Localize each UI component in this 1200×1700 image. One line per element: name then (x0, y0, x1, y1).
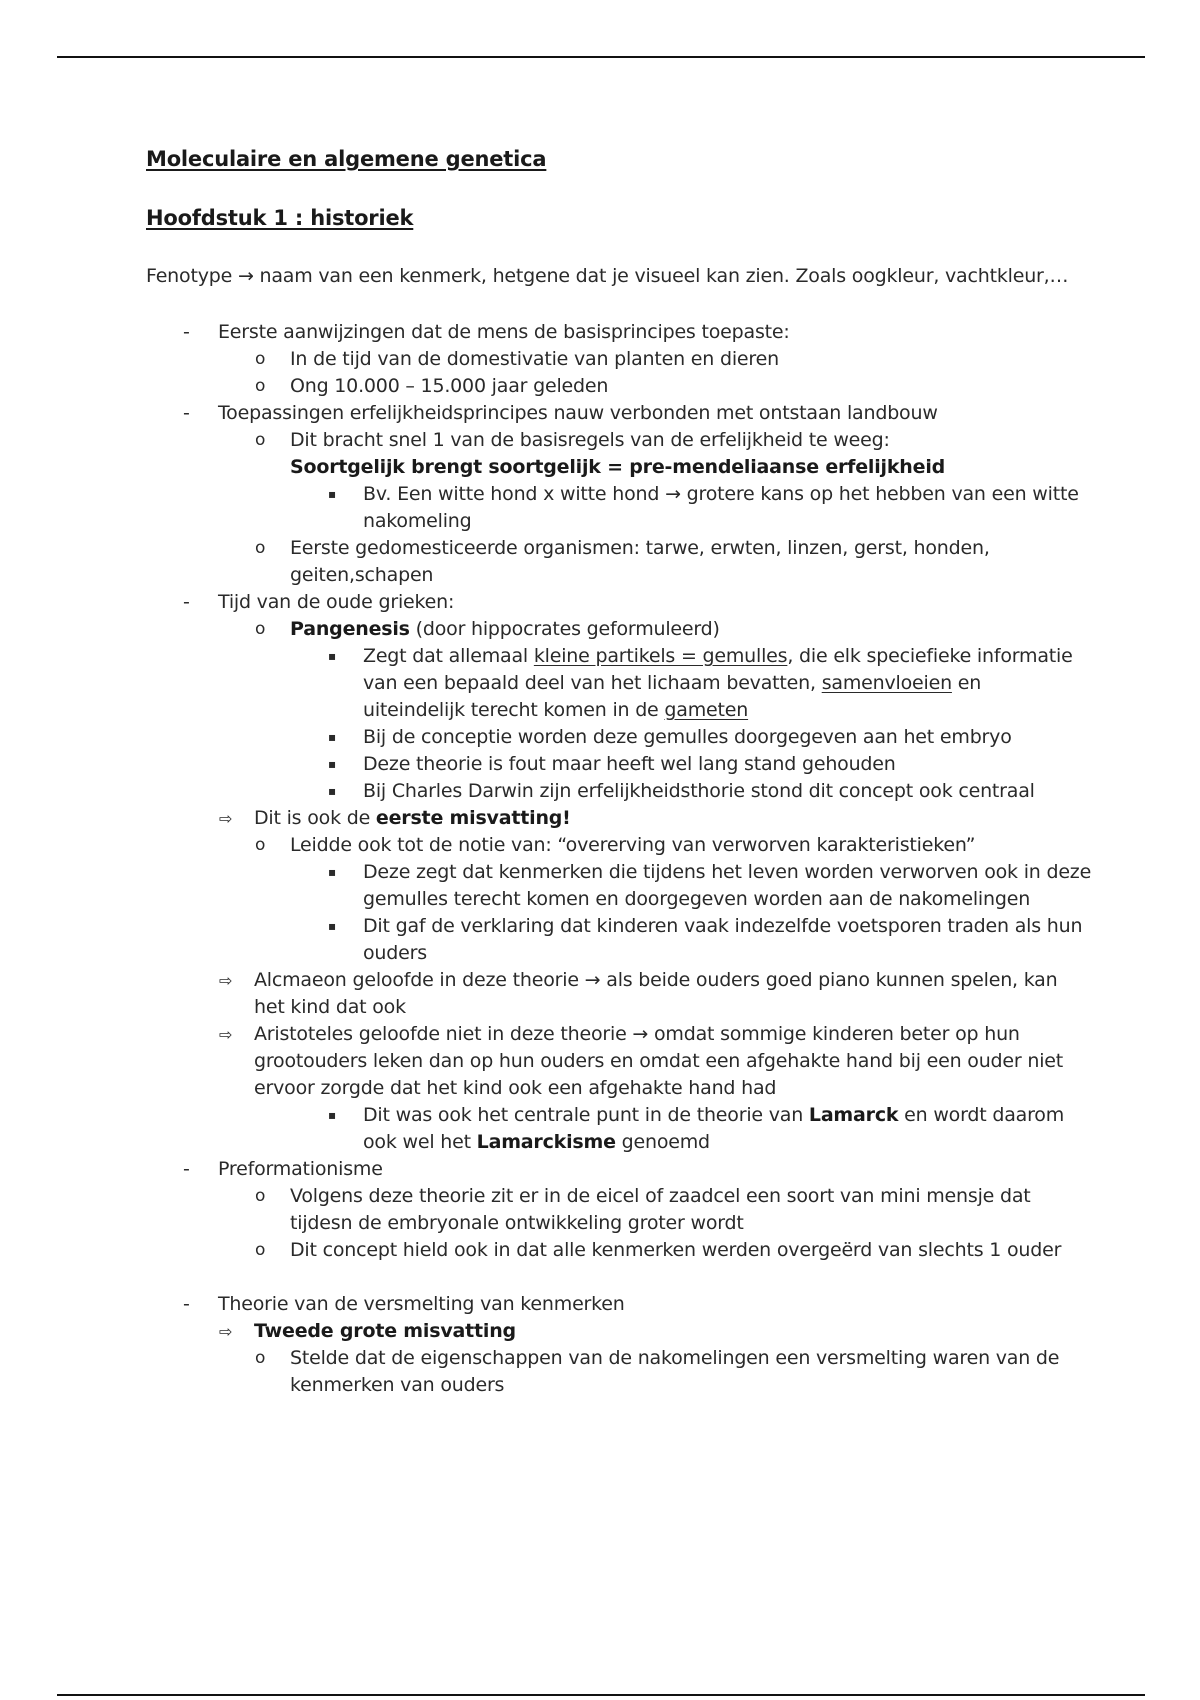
circle-bullet: o (255, 349, 266, 369)
dash-bullet: - (183, 321, 190, 343)
aristoteles-line-cont: ervoor zorgde dat het kind ook een afgehakte hand had (254, 1077, 777, 1099)
document-title: Moleculaire en algemene genetica (146, 147, 547, 171)
section-3-heading: Tijd van de oude grieken: (218, 591, 455, 613)
circle-bullet: o (255, 619, 266, 639)
pangenesis-point-1-cont: uiteindelijk terecht komen in de gameten (363, 699, 749, 721)
section-2-sub-2: Eerste gedomesticeerde organismen: tarwe, erwten, linzen, gerst, honden, (290, 537, 990, 559)
section-2-heading: Toepassingen erfelijkheidsprincipes nauw verbonden met ontstaan landbouw (218, 402, 938, 424)
pangenesis-point-3: Deze theorie is fout maar heeft wel lang stand gehouden (363, 753, 896, 775)
intro-paragraph (146, 263, 1068, 290)
lamarck-line: Dit was ook het centrale punt in de theorie van Lamarck en wordt daarom (363, 1104, 1065, 1126)
pangenesis-point-1-cont: van een bepaald deel van het lichaam bevatten, samenvloeien en (363, 672, 982, 694)
dash-bullet: - (183, 402, 190, 424)
section-2-example: Bv. Een witte hond x witte hond → grotere kans op het hebben van een witte (363, 483, 1079, 505)
arrow-icon: → (632, 1023, 649, 1045)
arrow-icon: → (237, 265, 254, 287)
first-misconception: Dit is ook de eerste misvatting! (254, 807, 571, 829)
square-bullet: ▪ (328, 1108, 337, 1122)
alcmaeon-line: Alcmaeon geloofde in deze theorie → als beide ouders goed piano kunnen spelen, kan (254, 969, 1058, 991)
bottom-rule (57, 1694, 1145, 1696)
intro-term: Fenotype (146, 265, 233, 287)
square-bullet: ▪ (328, 919, 337, 933)
dash-bullet: - (183, 1158, 190, 1180)
section-4-sub-1-cont: tijdesn de embryonale ontwikkeling groter wordt (290, 1212, 744, 1234)
section-4-sub-2: Dit concept hield ook in dat alle kenmerken werden overgeërd van slechts 1 ouder (290, 1239, 1062, 1261)
section-2-sub-1-bold: Soortgelijk brengt soortgelijk = pre-mendeliaanse erfelijkheid (290, 456, 946, 478)
section-5-heading: Theorie van de versmelting van kenmerken (218, 1293, 625, 1315)
section-4-sub-1: Volgens deze theorie zit er in de eicel of zaadcel een soort van mini mensje dat (290, 1185, 1031, 1207)
section-5-sub-1-cont: kenmerken van ouders (290, 1374, 505, 1396)
square-bullet: ▪ (328, 784, 337, 798)
arrow-icon: → (665, 483, 681, 505)
intro-text: naam van een kenmerk, hetgene dat je visueel kan zien. Zoals oogkleur, vachtkleur,… (259, 265, 1069, 287)
arrow-bullet-icon: ⇨ (219, 1322, 233, 1341)
notion-line: Leidde ook tot de notie van: “overerving van verworven karakteristieken” (290, 834, 976, 856)
section-1-sub-1: In de tijd van de domestivatie van planten en dieren (290, 348, 779, 370)
square-bullet: ▪ (328, 487, 337, 501)
lamarck-line-cont: ook wel het Lamarckisme genoemd (363, 1131, 710, 1153)
section-2-sub-2-cont: geiten,schapen (290, 564, 434, 586)
dash-bullet: - (183, 591, 190, 613)
arrow-bullet-icon: ⇨ (219, 971, 233, 990)
section-5-sub-1: Stelde dat de eigenschappen van de nakomelingen een versmelting waren van de (290, 1347, 1060, 1369)
pangenesis-point-4: Bij Charles Darwin zijn erfelijkheidsthorie stond dit concept ook centraal (363, 780, 1035, 802)
notion-point-1-cont: gemulles terecht komen en doorgegeven worden aan de nakomelingen (363, 888, 1031, 910)
notion-point-1: Deze zegt dat kenmerken die tijdens het leven worden verworven ook in deze (363, 861, 1092, 883)
pangenesis-line: Pangenesis (door hippocrates geformuleerd) (290, 618, 720, 640)
square-bullet: ▪ (328, 649, 337, 663)
arrow-bullet-icon: ⇨ (219, 809, 233, 828)
circle-bullet: o (255, 1240, 266, 1260)
circle-bullet: o (255, 1186, 266, 1206)
square-bullet: ▪ (328, 757, 337, 771)
circle-bullet: o (255, 376, 266, 396)
dash-bullet: - (183, 1293, 190, 1315)
section-1-sub-2: Ong 10.000 – 15.000 jaar geleden (290, 375, 609, 397)
section-2-sub-1: Dit bracht snel 1 van de basisregels van de erfelijkheid te weeg: (290, 429, 890, 451)
circle-bullet: o (255, 835, 266, 855)
pangenesis-point-2: Bij de conceptie worden deze gemulles doorgegeven aan het embryo (363, 726, 1012, 748)
pangenesis-point-1: Zegt dat allemaal kleine partikels = gemulles, die elk speciefieke informatie (363, 645, 1073, 667)
section-4-heading: Preformationisme (218, 1158, 383, 1180)
section-1-heading: Eerste aanwijzingen dat de mens de basisprincipes toepaste: (218, 321, 790, 343)
notion-point-2-cont: ouders (363, 942, 427, 964)
aristoteles-line: Aristoteles geloofde niet in deze theorie → omdat sommige kinderen beter op hun (254, 1023, 1020, 1045)
circle-bullet: o (255, 538, 266, 558)
alcmaeon-line-cont: het kind dat ook (254, 996, 406, 1018)
arrow-bullet-icon: ⇨ (219, 1025, 233, 1044)
aristoteles-line-cont: grootouders leken dan op hun ouders en omdat een afgehakte hand bij een ouder niet (254, 1050, 1064, 1072)
chapter-heading: Hoofdstuk 1 : historiek (146, 206, 414, 230)
circle-bullet: o (255, 1348, 266, 1368)
square-bullet: ▪ (328, 865, 337, 879)
notion-point-2: Dit gaf de verklaring dat kinderen vaak indezelfde voetsporen traden als hun (363, 915, 1083, 937)
circle-bullet: o (255, 430, 266, 450)
section-2-example-cont: nakomeling (363, 510, 472, 532)
top-rule (57, 56, 1145, 58)
second-misconception: Tweede grote misvatting (254, 1320, 516, 1342)
arrow-icon: → (584, 969, 601, 991)
square-bullet: ▪ (328, 730, 337, 744)
